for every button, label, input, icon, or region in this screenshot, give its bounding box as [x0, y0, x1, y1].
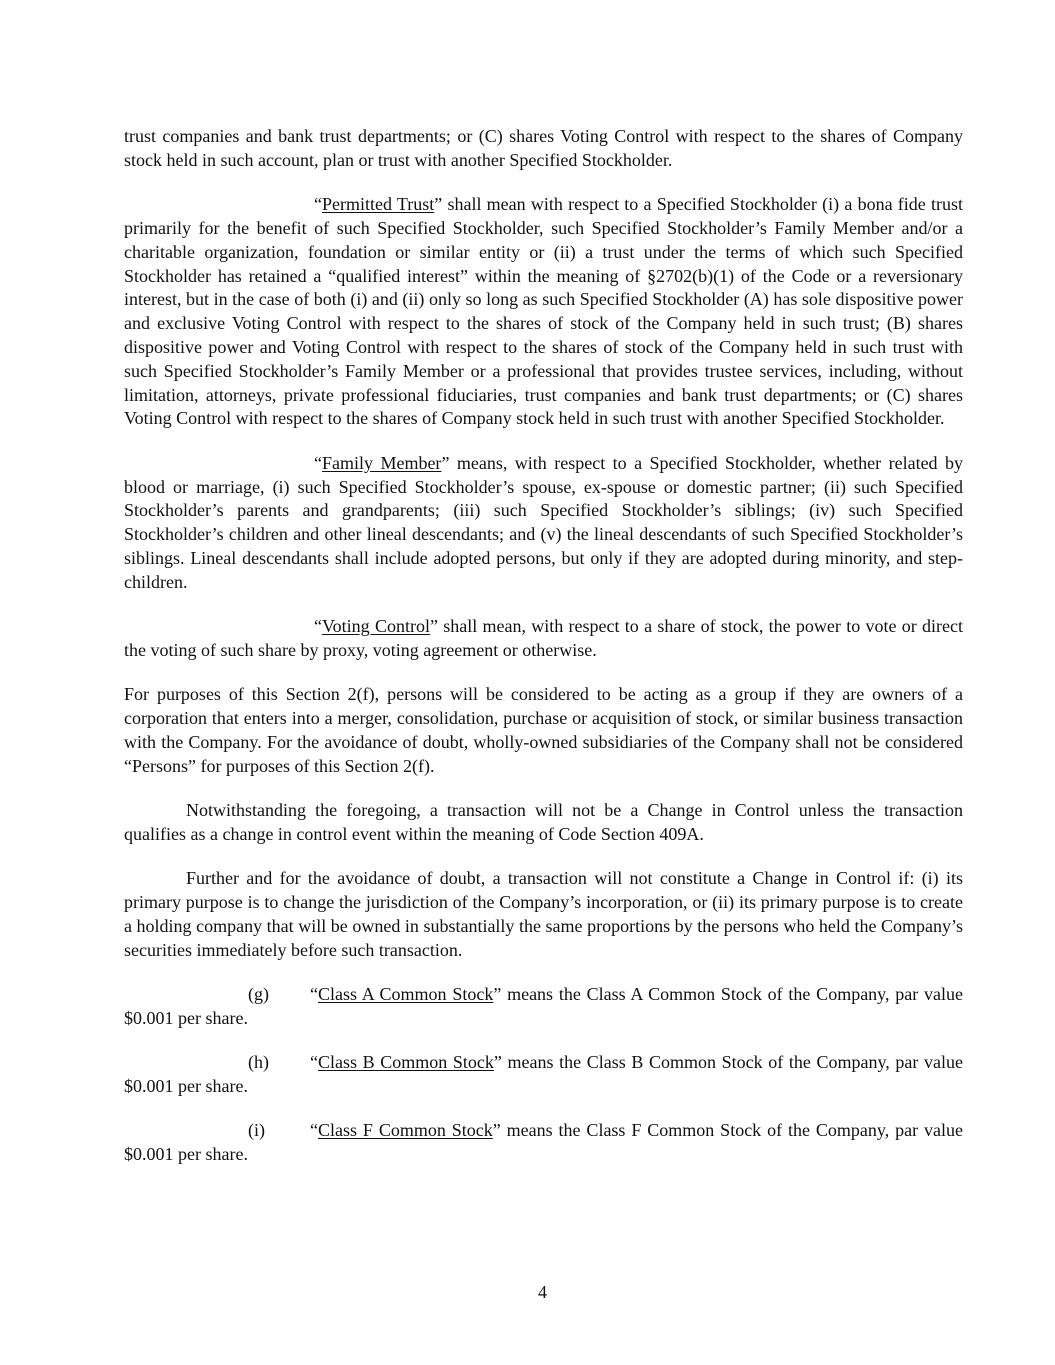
- defined-term-voting-control: Voting Control: [322, 616, 430, 637]
- section-label-i: (i): [248, 1120, 265, 1141]
- open-quote: “: [310, 984, 318, 1005]
- definition-body: ” shall mean, with respect to a share of stock, the power to vote or direct the voting of such share by proxy, voting agreement or otherwise.: [124, 616, 963, 660]
- definition-class-b-common-stock: [124, 1051, 963, 1099]
- defined-term-class-b: Class B Common Stock: [318, 1052, 494, 1073]
- definition-body: ” means the Class B Common Stock of the Company, par value $0.001 per share.: [124, 1052, 963, 1097]
- definition-body: ” means the Class A Common Stock of the Company, par value $0.001 per share.: [124, 984, 964, 1028]
- open-quote: “: [310, 1120, 318, 1141]
- definition-permitted-trust: [124, 193, 963, 431]
- document-page: [124, 125, 963, 1188]
- open-quote: “: [310, 1052, 318, 1073]
- paragraph-notwithstanding: Notwithstanding the foregoing, a transaction will not be a Change in Control unless the transaction qualifies as a change in control event within the meaning of Code Section 409A.: [124, 800, 963, 844]
- paragraph-further: Further and for the avoidance of doubt, a transaction will not constitute a Change in Control if: (i) its primary purpose is to change the jurisdiction of the Company’s incorporation, or (ii) its primary purpose is to create a holding company that will be owned in substantially the same proportions by the persons who held the Company’s securities immediately before such transaction.: [124, 868, 963, 960]
- section-label-g: (g): [248, 984, 269, 1005]
- paragraph-group-purposes: For purposes of this Section 2(f), persons will be considered to be acting as a group if they are owners of a corporation that enters into a merger, consolidation, purchase or acquisition of stock, or similar business transaction with the Company. For the avoidance of doubt, wholly-owned subsidiaries of the Company shall not be considered “Persons” for purposes of this Section 2(f).: [124, 684, 963, 776]
- definition-class-f-common-stock: [124, 1119, 963, 1167]
- section-label-h: (h): [248, 1052, 269, 1073]
- definition-family-member: [124, 452, 963, 595]
- definition-body: ” shall mean with respect to a Specified Stockholder (i) a bona fide trust primarily for the benefit of such Specified Stockholder, such Specified Stockholder’s Family Member and/or a charitable organization, foundation or similar entity or (ii) a trust under the terms of which such Specified Stockholder has retained a “qualified interest” within the meaning of §2702(b)(1) of the Code or a reversionary interest, but in the case of both (i) and (ii) only so long as such Specified Stockholder (A) has sole dispositive power and exclusive Voting Control with respect to the shares of stock of the Company held in such trust; (B) shares dispositive power and Voting Control with respect to the shares of stock of the Company held in such trust with such Specified Stockholder’s Family Member or a professional that provides trustee services, including, without limitation, attorneys, private professional fiduciaries, trust companies and bank trust departments; or (C) shares Voting Control with respect to the shares of Company stock held in such trust with another Specified Stockholder.: [124, 194, 963, 429]
- page-number: 4: [538, 1282, 547, 1302]
- open-quote: “: [314, 452, 322, 473]
- definition-body: ” means, with respect to a Specified Stockholder, whether related by blood or marriage, (i) such Specified Stockholder’s spouse, ex-spouse or domestic partner; (ii) such Specified Stockholder’s parents and grandparents; (iii) such Specified Stockholder’s siblings; (iv) such Specified Stockholder’s children and other lineal descendants; and (v) the lineal descendants of such Specified Stockholder’s siblings. Lineal descendants shall include adopted persons, but only if they are adopted during minority, and step-children.: [124, 452, 964, 592]
- definition-body: ” means the Class F Common Stock of the Company, par value $0.001 per share.: [124, 1120, 963, 1165]
- definition-voting-control: [124, 615, 963, 663]
- defined-term-class-a: Class A Common Stock: [318, 984, 494, 1005]
- defined-term-class-f: Class F Common Stock: [318, 1120, 493, 1141]
- defined-term-permitted-trust: Permitted Trust: [322, 194, 435, 215]
- open-quote: “: [314, 194, 322, 215]
- defined-term-family-member: Family Member: [322, 452, 442, 473]
- open-quote: “: [314, 616, 322, 637]
- definition-class-a-common-stock: [124, 983, 963, 1031]
- paragraph-trust-account-continuation: trust companies and bank trust departments; or (C) shares Voting Control with respect to the shares of Company stock held in such account, plan or trust with another Specified Stockholder.: [124, 126, 963, 170]
